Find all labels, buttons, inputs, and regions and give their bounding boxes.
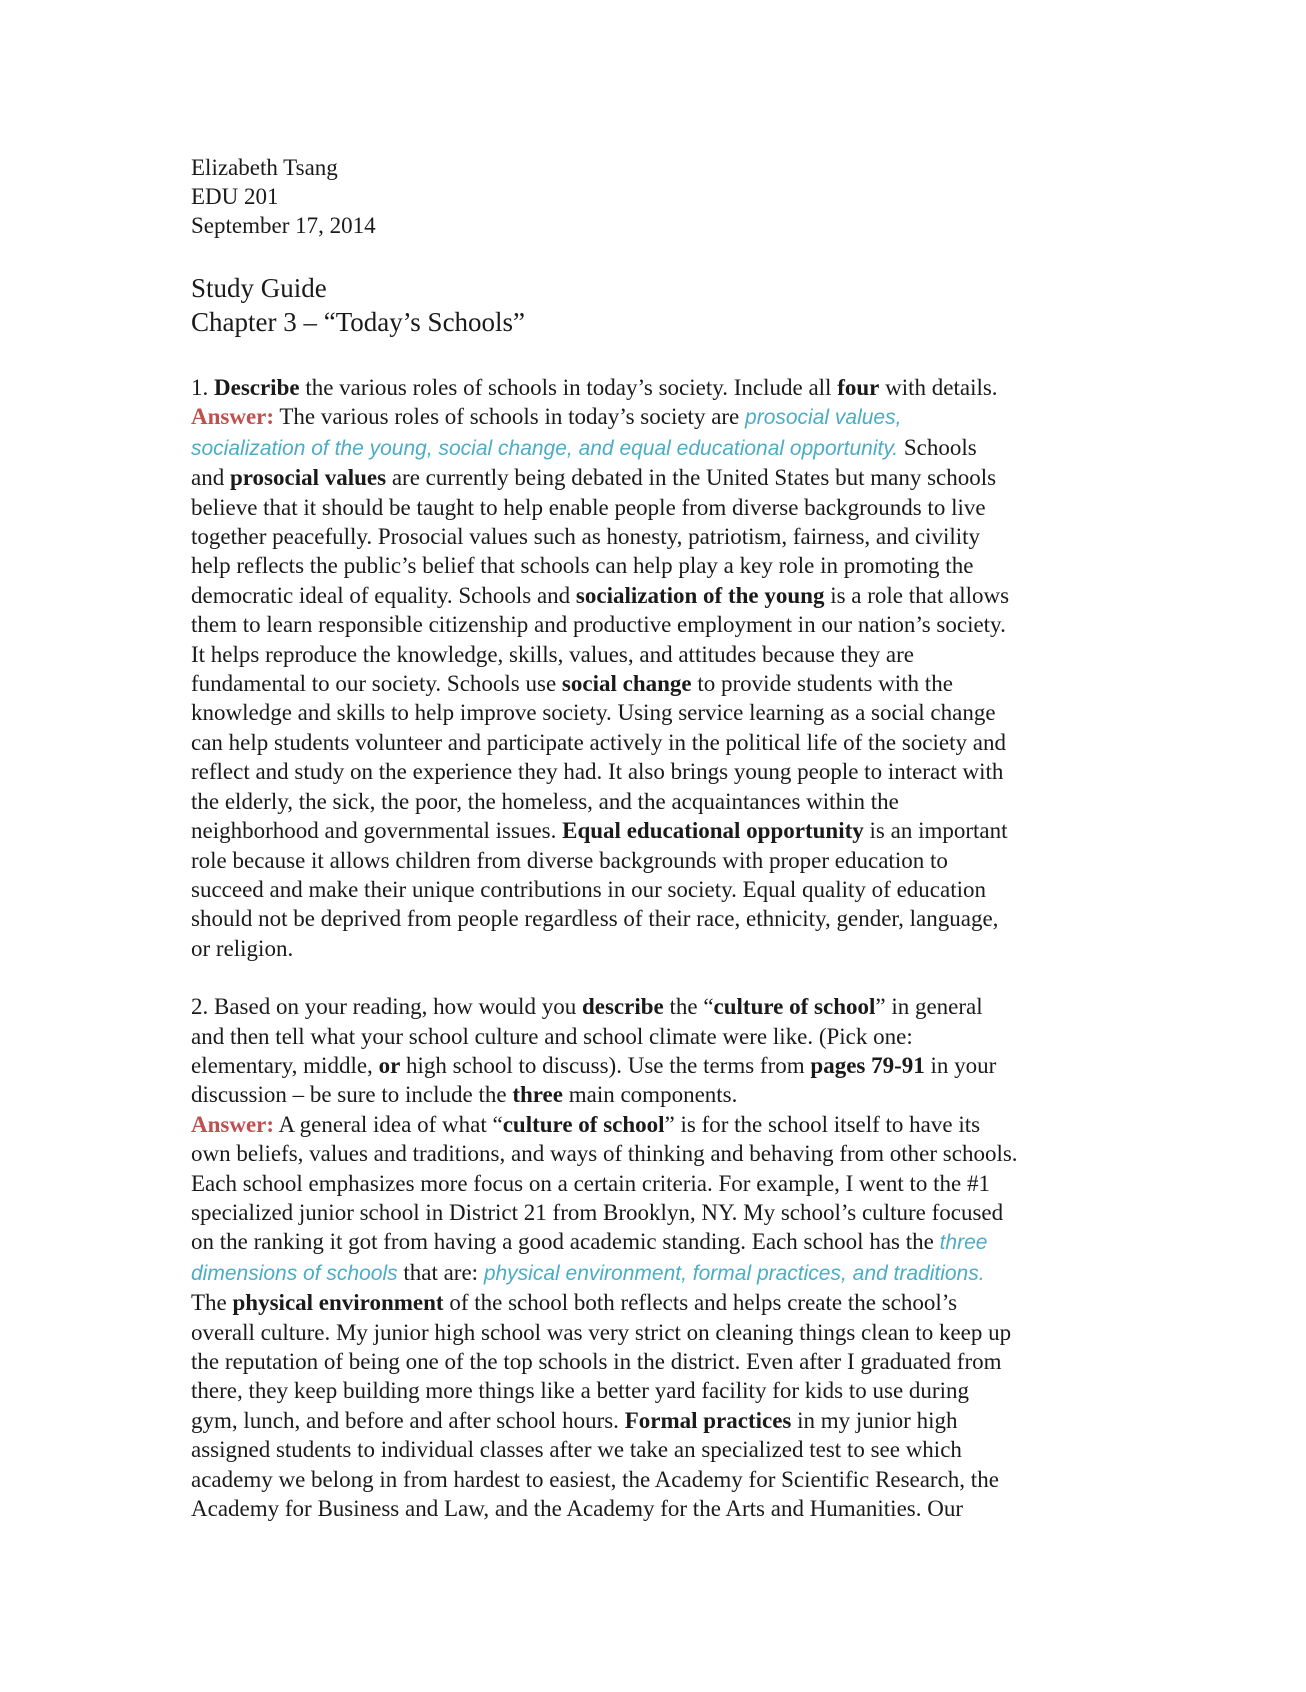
answer-2-line: on the ranking it got from having a good academic standing. Each school has the three — [191, 1229, 988, 1255]
answer-1-line: fundamental to our society. Schools use social change to provide students with the — [191, 671, 953, 697]
answer-1-line: role because it allows children from diverse backgrounds with proper education to — [191, 847, 948, 873]
course-code: EDU 201 — [191, 184, 279, 209]
answer-1-line: help reflects the public’s belief that schools can help play a key role in promoting the — [191, 553, 974, 579]
answer-1-line: succeed and make their unique contributions in our society. Equal quality of education — [191, 876, 986, 902]
answer-1-line: or religion. — [191, 935, 294, 961]
highlight-text: socialization of the young, social change, and equal educational opportunity. — [191, 436, 899, 460]
answer-2-line: dimensions of schools that are: physical environment, formal practices, and traditions. — [191, 1259, 985, 1285]
answer-1-line: neighborhood and governmental issues. Equal educational opportunity is an important — [191, 818, 1008, 844]
answer-2-line: Answer: A general idea of what “culture of school” is for the school itself to have its — [191, 1111, 981, 1137]
answer-label: Answer: — [191, 404, 275, 430]
header-block — [191, 153, 1121, 240]
answer-1-line: democratic ideal of equality. Schools and socialization of the young is a role that allows — [191, 582, 1010, 608]
chapter-title: Chapter 3 – “Today’s Schools” — [191, 307, 526, 337]
answer-2-line: specialized junior school in District 21 from Brooklyn, NY. My school’s culture focused — [191, 1199, 1004, 1225]
answer-2-line: gym, lunch, and before and after school hours. Formal practices in my junior high — [191, 1407, 958, 1433]
answer-1-line: socialization of the young, social change, and equal educational opportunity. Schools — [191, 434, 977, 460]
question-2-line: elementary, middle, or high school to discuss). Use the terms from pages 79-91 in your — [191, 1052, 997, 1078]
highlight-text: physical environment, formal practices, and traditions. — [483, 1261, 985, 1285]
answer-2-line: Each school emphasizes more focus on a certain criteria. For example, I went to the #1 — [191, 1170, 990, 1196]
question-1-block — [191, 373, 1121, 963]
question-2-block — [191, 992, 1121, 1523]
answer-2-line: assigned students to individual classes after we take an specialized test to see which — [191, 1437, 962, 1463]
answer-1-line: together peacefully. Prosocial values such as honesty, patriotism, fairness, and civility — [191, 524, 981, 550]
highlight-text: dimensions of schools — [191, 1261, 398, 1285]
answer-1-line: knowledge and skills to help improve society. Using service learning as a social change — [191, 700, 996, 726]
answer-1-line: can help students volunteer and participate actively in the political life of the society and — [191, 729, 1006, 755]
document-title: Study Guide — [191, 273, 327, 303]
answer-1-line: and prosocial values are currently being debated in the United States but many schools — [191, 465, 997, 491]
author-name: Elizabeth Tsang — [191, 155, 338, 180]
answer-1-line: should not be deprived from people regardless of their race, ethnicity, gender, language, — [191, 906, 999, 932]
answer-1-line: the elderly, the sick, the poor, the homeless, and the acquaintances within the — [191, 788, 899, 814]
answer-2-line: overall culture. My junior high school was very strict on cleaning things clean to keep up — [191, 1319, 1012, 1345]
question-2-line: and then tell what your school culture and school climate were like. (Pick one: — [191, 1023, 913, 1049]
answer-1-line: Answer: The various roles of schools in today’s society are prosocial values, — [191, 404, 902, 430]
answer-1-line: them to learn responsible citizenship and productive employment in our nation’s society. — [191, 612, 1006, 638]
title-block — [191, 271, 1121, 339]
question-1-line: 1. Describe the various roles of schools in today’s society. Include all four with details. — [191, 375, 998, 400]
answer-2-line: Academy for Business and Law, and the Academy for the Arts and Humanities. Our — [191, 1496, 964, 1522]
highlight-text: prosocial values, — [745, 406, 902, 430]
answer-2-line: academy we belong in from hardest to easiest, the Academy for Scientific Research, the — [191, 1466, 999, 1492]
question-2-line: 2. Based on your reading, how would you describe the “culture of school” in general — [191, 994, 983, 1020]
highlight-text: three — [939, 1231, 988, 1255]
answer-label: Answer: — [191, 1111, 275, 1137]
answer-1-line: believe that it should be taught to help enable people from diverse backgrounds to live — [191, 494, 986, 520]
document-date: September 17, 2014 — [191, 213, 376, 238]
answer-1-line: It helps reproduce the knowledge, skills, values, and attitudes because they are — [191, 641, 914, 667]
answer-2-line: The physical environment of the school both reflects and helps create the school’s — [191, 1290, 958, 1316]
answer-2-line: the reputation of being one of the top schools in the district. Even after I graduated from — [191, 1349, 1002, 1374]
answer-2-line: own beliefs, values and traditions, and ways of thinking and behaving from other schools. — [191, 1141, 1018, 1167]
document-body — [191, 153, 1121, 1523]
answer-2-line: there, they keep building more things like a better yard facility for kids to use during — [191, 1378, 969, 1404]
answer-1-line: reflect and study on the experience they had. It also brings young people to interact with — [191, 759, 1004, 785]
question-2-line: discussion – be sure to include the three main components. — [191, 1082, 738, 1108]
